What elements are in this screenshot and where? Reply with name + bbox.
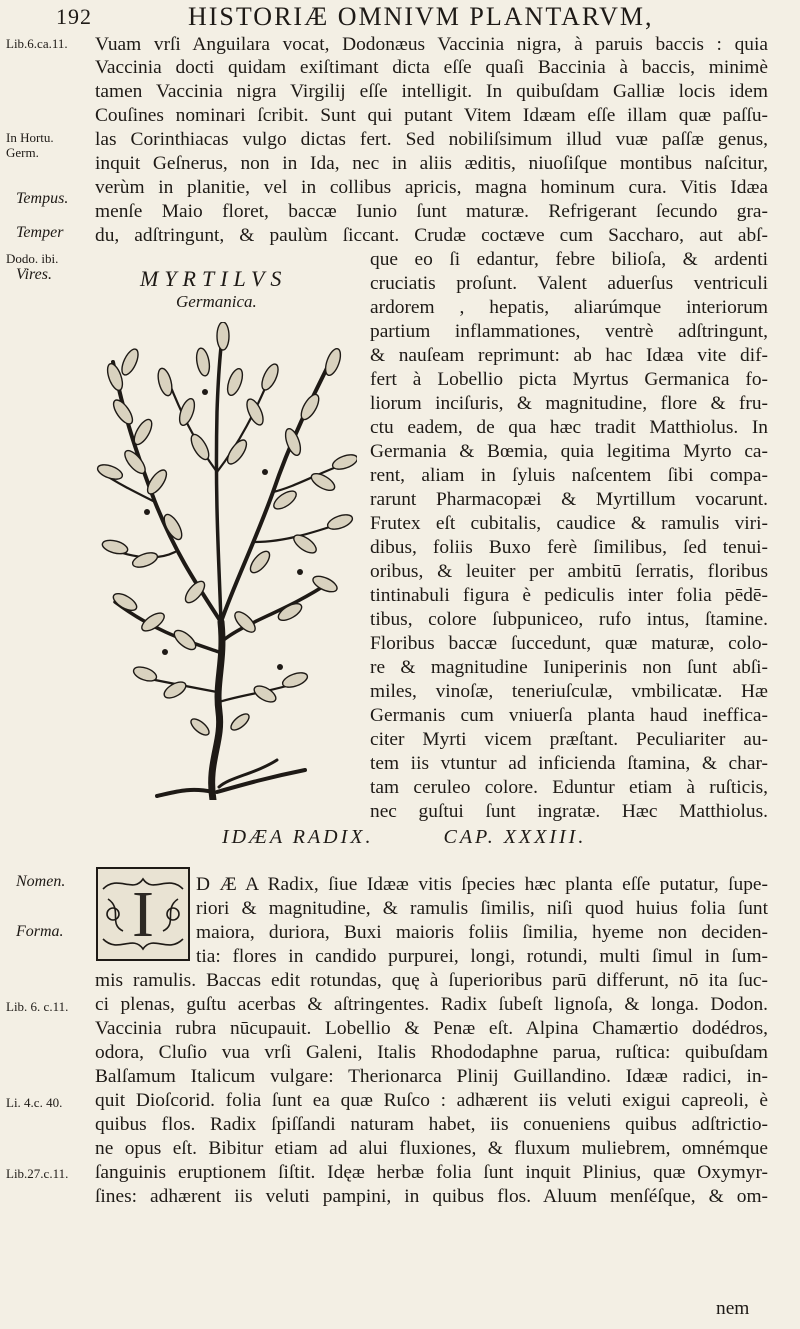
decorated-initial (96, 867, 190, 961)
initial-letter: I (132, 878, 154, 951)
margin-note: Temper (16, 224, 64, 241)
text-line: citer Myrti vicem præſtant. Peculiariter au- (370, 729, 768, 750)
text-line: dibus, foliis Buxo ferè ſimilibus, ſed tenui- (370, 537, 768, 558)
catchword: nem (716, 1298, 750, 1319)
chapter-number: CAP. XXXIII. (443, 826, 587, 848)
text-line: odora, Cluſio vua vrſi Galeni, Italis Rhododaphne parua, ruſtica: quibuſdam (95, 1042, 768, 1063)
margin-note: Tempus. (16, 190, 69, 207)
myrtilus-plant-illustration (95, 322, 357, 800)
text-line: mis ramulis. Baccas edit rotundas, quę à ſuperioribus parū differunt, nō ita ſuc- (95, 970, 768, 991)
text-line: Vaccinia rubra nūcupauit. Lobellio & Penæ eſt. Alpina Chamærtio dodédros, (95, 1018, 768, 1039)
text-line: fert à Lobellio picta Myrtus Germanica fo- (370, 369, 768, 390)
text-line: tintinabuli figura è pediculis inter folia pēdē- (370, 585, 768, 606)
text-line: que eo ſi edantur, febre bilioſa, & ardenti (370, 249, 768, 270)
text-line: ſanguinis eruptionem ſiſtit. Idęæ herbæ folia ſunt inquit Plinius, quæ Oxymyr- (95, 1162, 768, 1183)
text-line: menſe Maio floret, baccæ Iunio ſunt maturæ. Refrigerant ſecundo gra- (95, 201, 768, 222)
text-line: oribus, & leuiter per ambitū ſerratis, floribus (370, 561, 768, 582)
text-line: inquit Geſnerus, non in Ida, nec in aliis æditis, niuoſiſque montibus naſcitur, (95, 153, 768, 174)
margin-note: Lib.6.ca.11. (6, 36, 68, 51)
text-line: riori & magnitudine, & ramulis ſimilis, niſi quod huius folia ſunt (196, 898, 768, 919)
text-line: quibus flos. Radix ſpiſſandi naturam habet, iis conueniens quibus adſtrictio- (95, 1114, 768, 1135)
page-number: 192 (56, 4, 92, 29)
text-line: Couſines nominari ſcribit. Sunt qui putant Vitem Idæam eſſe illam quæ paſſu- (95, 105, 768, 126)
figure-subtitle: Germanica. (176, 292, 257, 311)
text-line: du, adſtringunt, & paulùm ſiccant. Crudæ coctæve cum Saccharo, aut abſ- (95, 225, 768, 246)
margin-note: Lib.27.c.11. (6, 1166, 69, 1181)
text-line: Vuam vrſi Anguilara vocat, Dodonæus Vaccinia nigra, à paruis baccis : quia (95, 34, 768, 55)
margin-note: Forma. (16, 923, 64, 940)
text-line: Germanis cum vniuerſa planta haud inefficа- (370, 705, 768, 726)
page-header (0, 2, 800, 32)
margin-note: Germ. (6, 145, 39, 160)
text-line: maiora, duriora, Buxi maioris foliis ſimilia, hyeme non deciden- (196, 922, 768, 943)
text-line: D Æ A Radix, ſiue Idææ vitis ſpecies hæc planta eſſe putatur, ſupe- (196, 874, 768, 895)
text-line: verùm in planitie, vel in collibus apricis, magna hominum cura. Vitis Idæa (95, 177, 768, 198)
text-line: tam ceruleo colore. Eduntur etiam à ruſticis, (370, 777, 768, 798)
text-line: rarunt Pharmacopæi & Myrtillum vocarunt. (370, 489, 768, 510)
chapter-title: IDÆA RADIX. (222, 826, 374, 848)
text-line: re & magnitudine Iuniperinis non ſunt abſi- (370, 657, 768, 678)
text-line: tem iis vtuntur ad inficienda ſtamina, & char- (370, 753, 768, 774)
text-line: nec guſtui ſunt ingratæ. Hæc Matthiolus. (370, 801, 768, 822)
text-line: Balſamum Italicum vulgare: Therionarca Plinij Guillandino. Idææ radici, in- (95, 1066, 768, 1087)
text-line: tamen Vaccinia nigra Virgilij eſſe intelligit. In quibuſdam Galliæ locis idem (95, 81, 768, 102)
text-line: ne opus eſt. Bibitur etiam ad alui fluxiones, & fluxum muliebrem, omnémque (95, 1138, 768, 1159)
text-line: ctu eadem, de qua hæc tradit Matthiolus. In (370, 417, 768, 438)
text-line: tia: flores in candido purpurei, longi, rotundi, multi ſimul in ſum- (196, 946, 768, 967)
margin-note: In Hortu. (6, 130, 54, 145)
text-line: partium inflammationes, ventrè adſtringunt, (370, 321, 768, 342)
text-line: quit Dioſcorid. folia ſunt ea quæ Ruſco : adhærent iis veluti exigui capreoli, è (95, 1090, 768, 1111)
margin-note: Dodo. ibi. (6, 251, 59, 266)
text-line: tibus, colore ſubpuniceo, rufo intus, ſtamine. (370, 609, 768, 630)
margin-note: Vires. (16, 266, 52, 283)
margin-note: Lib. 6. c.11. (6, 999, 69, 1014)
chapter-heading (222, 826, 586, 849)
text-line: ardorem , hepatis, aliarúmque interiorum (370, 297, 768, 318)
text-line: las Corinthiacas vulgo dictas fert. Sed nobiliſsimum illud vuæ paſſæ genus, (95, 129, 768, 150)
text-line: ſines: adhærent iis veluti pampini, in quibus flos. Aluum menſéſque, & om- (95, 1186, 768, 1207)
text-line: Vaccinia docti quidam exiſtimant dicta eſſe quaſi Baccinia à baccis, minimè (95, 57, 768, 78)
running-head: HISTORIÆ OMNIVM PLANTARVM, (188, 2, 654, 31)
text-line: cruciatis proſunt. Valent aduerſus ventriculi (370, 273, 768, 294)
text-line: miles, vinoſæ, teneriuſculæ, vmbilicatæ. Hæ (370, 681, 768, 702)
margin-note: Li. 4.c. 40. (6, 1095, 63, 1110)
text-line: rent, aliam in ſyluis naſcentem ſibi compa- (370, 465, 768, 486)
text-line: ci plenas, guſtu acerbas & aſtringentes. Radix ſubeſt lignoſa, & longa. Dodon. (95, 994, 768, 1015)
text-line: Germania & Bœmia, quia legitima Myrto ca- (370, 441, 768, 462)
text-line: & nauſeam reprimunt: ab hac Idæa vite dif- (370, 345, 768, 366)
text-line: Frutex eſt cubitalis, caudice & ramulis viri- (370, 513, 768, 534)
text-line: liorum inciſuris, & magnitudine, flore & fru- (370, 393, 768, 414)
text-line: Floribus baccæ ſuccedunt, quæ maturæ, colo- (370, 633, 768, 654)
figure-title: MYRTILVS (140, 266, 288, 291)
margin-note: Nomen. (16, 873, 66, 890)
